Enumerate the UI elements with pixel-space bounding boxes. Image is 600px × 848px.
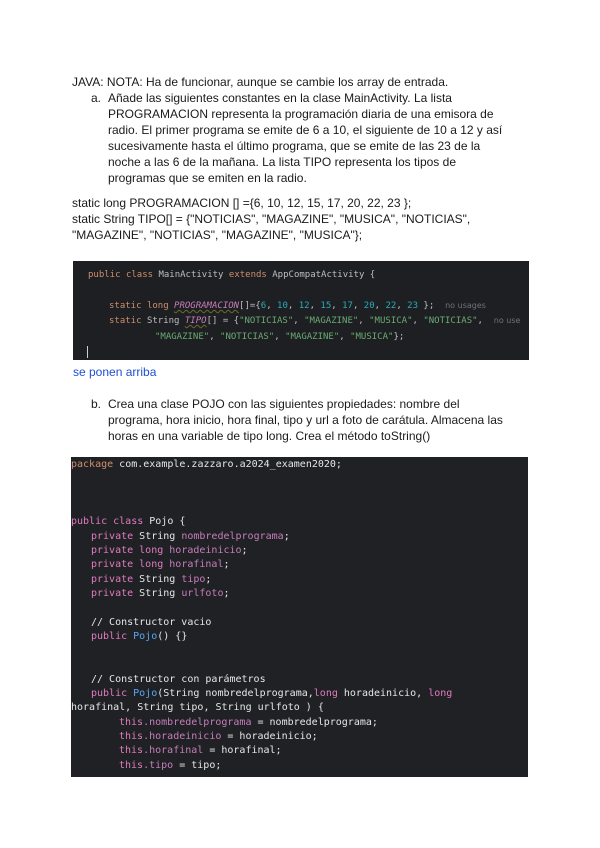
code-comment: // Constructor con parámetros [91, 674, 266, 685]
code-line: public class Pojo { [71, 516, 186, 527]
item-a-line: radio. El primer programa se emite de 6 a 10, el siguiente de 10 a 12 y así [108, 123, 503, 137]
constants-line: "MAGAZINE", "NOTICIAS", "MAGAZINE", "MUSICA"}; [72, 228, 363, 242]
code-line: private String urlfoto; [91, 588, 230, 599]
code-line: static long PROGRAMACION[]={6, 10, 12, 15, 17, 20, 22, 23 }; no usages [109, 301, 486, 311]
code-line: private String tipo; [91, 574, 212, 585]
code-line: public class MainActivity extends AppCompatActivity { [88, 270, 376, 280]
item-a-line: noche a las 6 de la mañana. La lista TIPO representa los tipos de [108, 155, 456, 169]
code-screenshot-mainactivity [73, 261, 529, 360]
code-screenshot-pojo [71, 457, 528, 777]
item-a-line: Añade las siguientes constantes en la clase MainActivity. La lista [108, 91, 452, 105]
item-b-marker: b. [91, 397, 102, 411]
item-b-line: programa, hora inicio, hora final, tipo y url a foto de carátula. Almacena las [108, 413, 503, 427]
constants-line: static String TIPO[] = {"NOTICIAS", "MAGAZINE", "MUSICA", "NOTICIAS", [72, 212, 471, 226]
editor-gutter [73, 261, 81, 360]
item-a-marker: a. [91, 91, 102, 105]
constants-text [72, 195, 542, 243]
code-line: static String TIPO[] = {"NOTICIAS", "MAGAZINE", "MUSICA", "NOTICIAS", no use [109, 316, 521, 326]
intro-text: JAVA: NOTA: Ha de funcionar, aunque se cambie los array de entrada. [72, 75, 449, 89]
code-line: private long horafinal; [91, 559, 230, 570]
code-line: package com.example.zazzaro.a2024_examen2020; [71, 459, 342, 470]
item-b-line: Crea una clase POJO con las siguientes propiedades: nombre del [108, 397, 460, 411]
code-line: public Pojo() {} [91, 631, 188, 642]
code-line: private String nombredelprograma; [91, 531, 290, 542]
constants-line: static long PROGRAMACION [] ={6, 10, 12, 15, 17, 20, 22, 23 }; [72, 196, 412, 210]
note-text: se ponen arriba [73, 365, 157, 379]
code-line: public Pojo(String nombredelprograma,long horadeinicio, long [91, 688, 453, 699]
code-line: this.horafinal = horafinal; [119, 745, 282, 756]
code-line: "MAGAZINE", "NOTICIAS", "MAGAZINE", "MUSICA"}; [155, 332, 405, 342]
item-b-line: horas en una variable de tipo long. Crea el método toString() [108, 429, 431, 443]
item-a-line: PROGRAMACION representa la programación diaria de una emisora de [108, 107, 494, 121]
text-caret [87, 346, 88, 358]
item-a-line: programas que se emiten en la radio. [108, 171, 307, 185]
code-comment: // Constructor vacio [91, 617, 212, 628]
code-line: this.horadeinicio = horadeinicio; [119, 731, 318, 742]
code-line: horafinal, String tipo, String urlfoto ) { [71, 702, 324, 713]
code-line: this.nombredelprograma = nombredelprograma; [119, 717, 378, 728]
item-a-line: sucesivamente hasta el último programa, que se emite de las 23 de la [108, 139, 481, 153]
code-line: this.tipo = tipo; [119, 760, 222, 771]
code-line: private long horadeinicio; [91, 545, 248, 556]
